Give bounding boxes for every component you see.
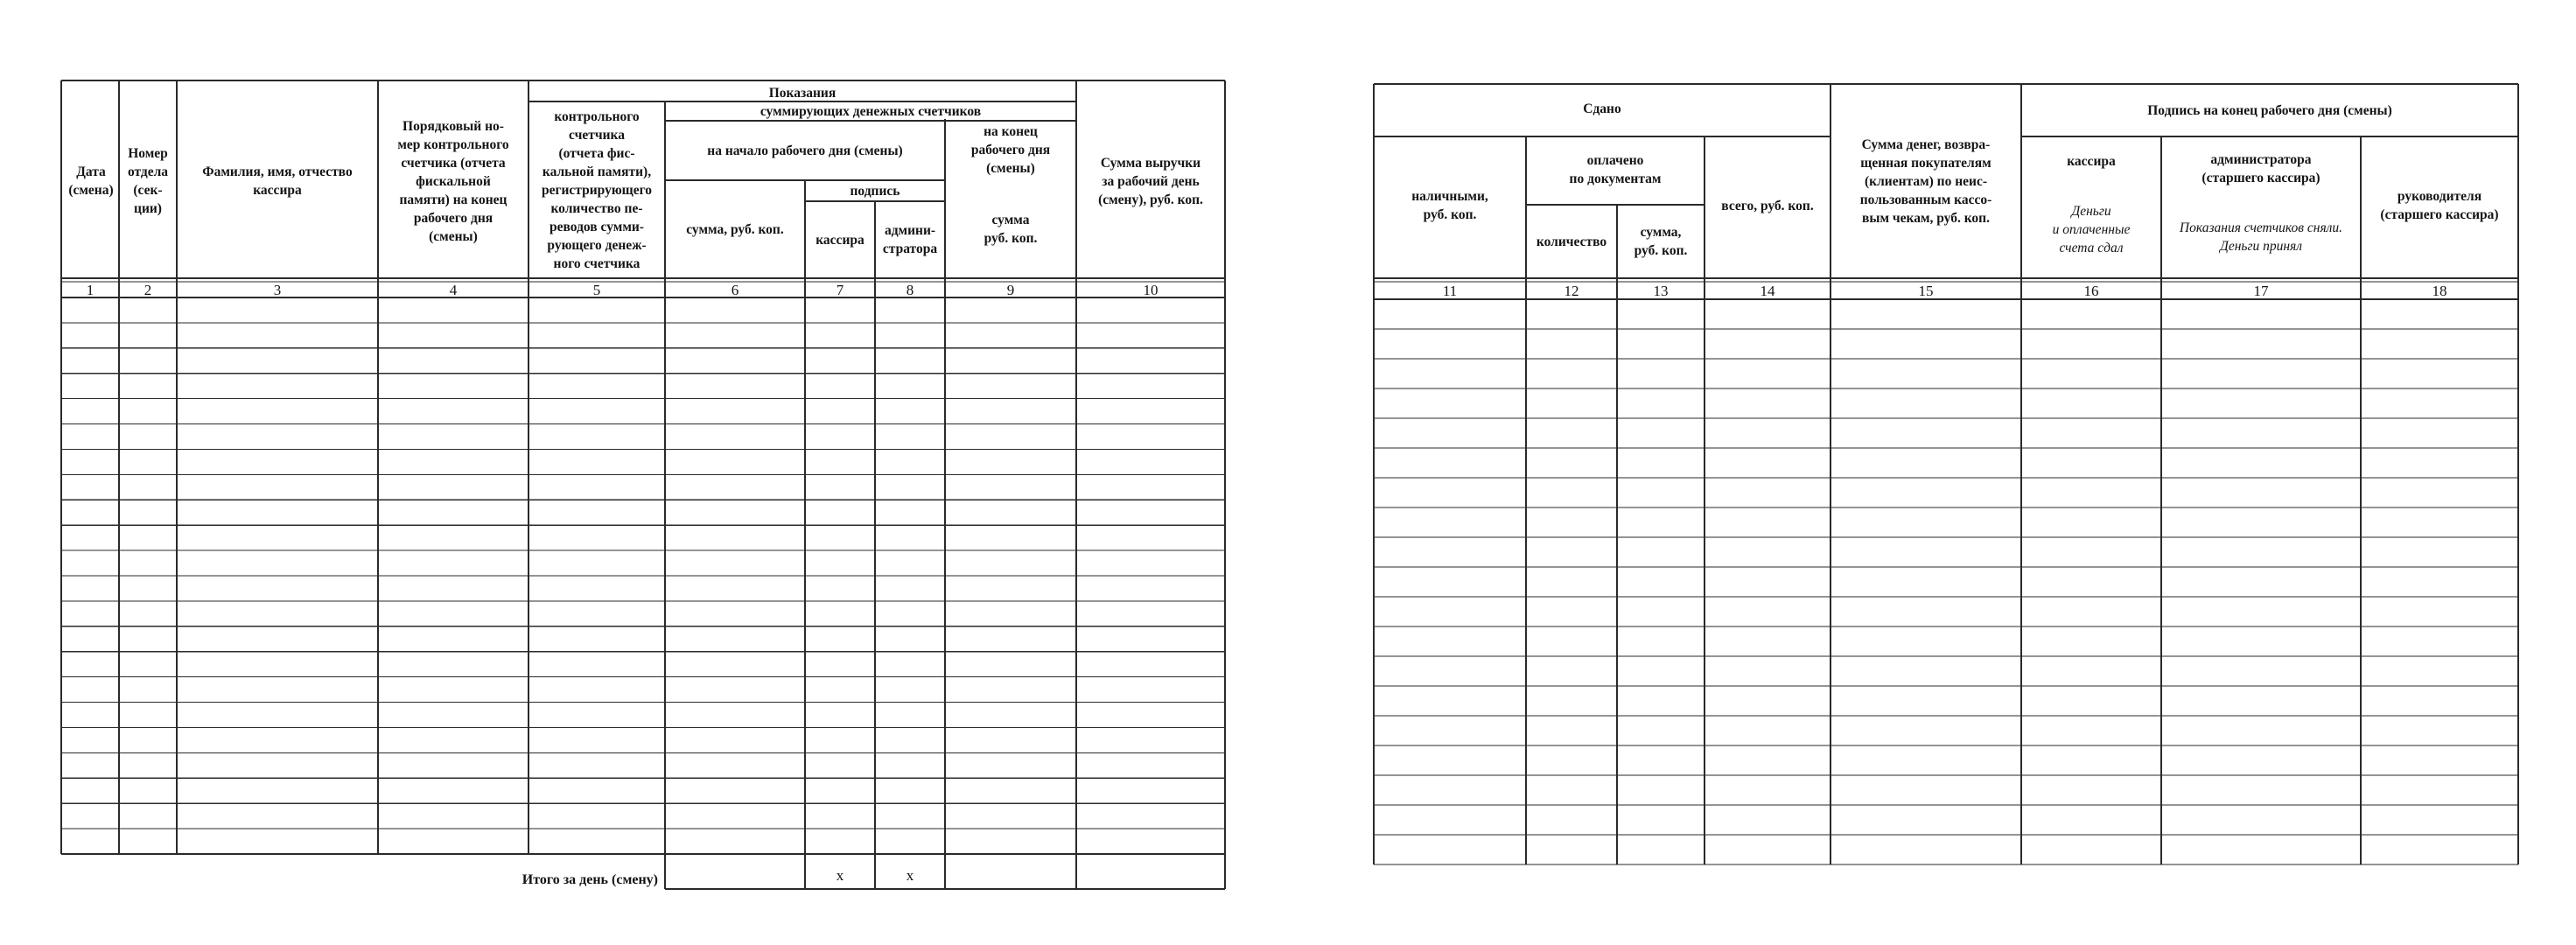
header-signature-end: Подпись на конец рабочего дня (смены) [2147, 102, 2392, 118]
header-readings: Показания [768, 85, 836, 101]
header-paid-docs: оплачено по документам [1569, 153, 1662, 186]
header-serial: Порядковый но- мер контрольного счетчика (отчета фискальной памяти) на конец рабочего дня (смены) [397, 118, 509, 244]
column-number: 2 [144, 281, 152, 298]
cashier-note: Деньги и оплаченные счета сдал [2052, 203, 2131, 256]
column-number: 10 [1143, 281, 1158, 298]
column-number: 8 [906, 281, 914, 298]
column-number: 3 [273, 281, 282, 298]
column-number: 7 [836, 281, 844, 298]
total-label: Итого за день (смену) [522, 872, 658, 887]
header-handed: Сдано [1583, 101, 1621, 116]
header-name: Фамилия, имя, отчество кассира [202, 164, 353, 198]
header-dept: Номер отдела (сек- ции) [127, 146, 169, 216]
column-number: 17 [2253, 282, 2269, 299]
header-cash: наличными, руб. коп. [1411, 189, 1488, 222]
header-signature: подпись [850, 183, 900, 199]
total-mark-admin: x [906, 866, 914, 884]
column-number: 6 [731, 281, 739, 298]
column-number: 15 [1918, 282, 1934, 299]
header-sig-admin: админи- стратора [882, 223, 938, 256]
admin-note: Показания счетчиков сняли. Деньги принял [2179, 220, 2343, 254]
header-sig-cashier: кассира [816, 232, 864, 248]
header-date: Дата (смена) [68, 164, 114, 198]
header-end-day: на конец рабочего дня (смены) [970, 123, 1051, 176]
header-head: руководителя (старшего кассира) [2380, 189, 2499, 222]
column-number: 4 [449, 281, 458, 298]
header-sig-admin-end: администратора (старшего кассира) [2202, 152, 2320, 186]
header-total: всего, руб. коп. [1721, 198, 1814, 214]
header-control: контрольного счетчика (отчета фис- кальной памяти), регистрирующего количество пе- реводов сумми- рующего денеж- ного счетчика [541, 108, 653, 271]
column-number: 5 [592, 281, 601, 298]
header-revenue: Сумма выручки за рабочий день (смену), руб. коп. [1098, 155, 1203, 207]
column-number: 9 [1006, 281, 1015, 298]
header-start-day: на начало рабочего дня (смены) [707, 143, 903, 158]
header-sum-rub: сумма, руб. коп. [686, 221, 784, 237]
header-refund: Сумма денег, возвра- щенная покупателям (клиентам) по неис- пользованным кассо- вым чекам, руб. коп. [1859, 136, 1992, 226]
total-mark-cashier: x [836, 866, 844, 884]
header-sum-end: сумма руб. коп. [984, 213, 1038, 246]
column-number: 14 [1760, 282, 1775, 299]
header-quantity: количество [1536, 234, 1607, 249]
column-number: 1 [86, 281, 94, 298]
header-sum: сумма, руб. коп. [1634, 225, 1688, 258]
header-sig-cashier-end: кассира [2067, 153, 2116, 169]
column-number: 18 [2432, 282, 2447, 299]
column-number: 12 [1564, 282, 1579, 299]
column-number: 11 [1442, 282, 1458, 299]
column-number: 16 [2083, 282, 2099, 299]
column-number: 13 [1653, 282, 1669, 299]
header-summing: суммирующих денежных счетчиков [760, 103, 982, 119]
